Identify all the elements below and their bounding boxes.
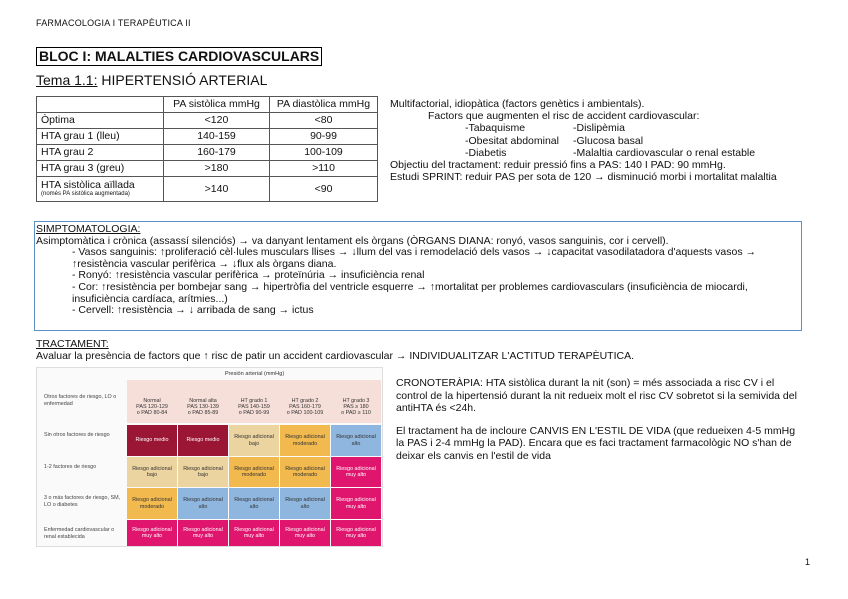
treatment-section	[36, 338, 816, 362]
bp-header-sys: PA sistòlica mmHg	[164, 97, 270, 113]
risk-row-label: Enfermedad cardiovascular o renal establecida	[44, 527, 115, 540]
risk-chart-header: Presión arterial (mmHg)	[224, 371, 285, 377]
page-number: 1	[805, 557, 811, 567]
table-row	[37, 129, 378, 145]
risk-row-label: 3 o más factores de riesgo, SM, LO o diabetes	[44, 495, 121, 508]
list-item: - Cervell: ↑resistència → ↓ arribada de sang → ictus	[72, 304, 314, 317]
tema-title	[36, 72, 267, 88]
risk-cell: Riesgo adicional alto	[178, 488, 228, 519]
risk-cell: Riesgo adicional alto	[229, 488, 279, 519]
bp-row-dia: 100-109	[270, 145, 378, 161]
bp-table-header	[37, 97, 378, 113]
bp-row-sys: 160-179	[164, 145, 270, 161]
bp-row-sys: >180	[164, 161, 270, 177]
risk-stratification-chart	[36, 367, 383, 547]
risk-cell: Riesgo adicional muy alto	[331, 488, 381, 519]
bp-row-note: (només PA sistòlica augmentada)	[41, 191, 130, 197]
bp-row-label: HTA grau 2	[37, 145, 164, 161]
table-row	[37, 145, 378, 161]
list-item: - Vasos sanguinis: ↑proliferació cèl·lules musculars llises → ↓llum del vas i remodelació dels vasos → ↓capacitat vasodilatadora d'aquests vasos →	[72, 246, 757, 259]
risk-cell: Riesgo adicional bajo	[229, 425, 279, 456]
treatment-text: Avaluar la presència de factors que ↑ risc de patir un accident cardiovascular → INDIVIDUALITZAR L'ACTITUD TERAPÈUTICA.	[36, 350, 635, 362]
risk-cell: Riesgo adicional muy alto	[127, 520, 177, 546]
risk-cell: Riesgo adicional moderado	[280, 457, 330, 487]
bp-table	[36, 96, 378, 202]
table-row	[37, 113, 378, 129]
bp-row-dia: <80	[270, 113, 378, 129]
list-item: insuficiència cardíaca, arítmies...)	[72, 292, 228, 305]
risk-row-label: Sin otros factores de riesgo	[44, 432, 110, 438]
risk-cell: Riesgo adicional moderado	[127, 488, 177, 519]
risk-column-header: Normal alta PAS 130-139 o PAD 85-89	[187, 398, 219, 417]
cronoterapia-p2: El tractament ha de incloure CANVIS EN L'ESTIL DE VIDA (que redueixen 4-5 mmHg la PAS i 2-4 mmHg la PAD). Encara que es faci tractament farmacològic NO s'han de deixar els canvis en l'estil de vida	[396, 424, 796, 462]
list-item: -Tabaquisme	[465, 122, 526, 135]
table-row	[37, 161, 378, 177]
list-item: - Cor: ↑resistència per bombejar sang → hipertròfia del ventricle esquerre → ↑mortalitat per problemes cardiovasculars (insuficiència de miocardi,	[72, 280, 748, 293]
list-item: -Obesitat abdominal	[465, 134, 559, 147]
bp-row-sys: >140	[164, 177, 270, 202]
bp-row-label-text: HTA sistòlica aïllada	[41, 179, 135, 191]
risk-column-header: HT grado 2 PAS 160-179 o PAD 100-109	[286, 398, 324, 417]
list-item: -Malaltia cardiovascular o renal estable	[573, 146, 756, 159]
risk-cell: Riesgo adicional moderado	[280, 425, 330, 456]
list-item: - Ronyó: ↑resistència vascular perifèrica → proteïnúria → insuficiència renal	[72, 269, 425, 282]
bp-row-label: HTA grau 3 (greu)	[37, 161, 164, 177]
risk-cell: Riesgo adicional muy alto	[178, 520, 228, 546]
bp-row-dia: 90-99	[270, 129, 378, 145]
list-item: -Glucosa basal	[573, 134, 644, 147]
risk-chart-corner: Otros factores de riesgo, LO o enfermedad	[44, 394, 117, 407]
risk-cell: Riesgo adicional muy alto	[331, 457, 381, 487]
table-row	[37, 177, 378, 202]
bp-table-wrap	[36, 96, 378, 202]
list-item: -Dislipèmia	[573, 122, 625, 135]
bp-row-dia: <90	[270, 177, 378, 202]
list-item: -Diabetis	[465, 146, 507, 159]
risk-column-header: Normal PAS 120-129 o PAD 80-84	[136, 398, 168, 417]
bp-header-dia: PA diastòlica mmHg	[270, 97, 378, 113]
bp-row-dia: >110	[270, 161, 378, 177]
risk-cell: Riesgo adicional muy alto	[331, 520, 381, 546]
risk-cell: Riesgo medio	[178, 425, 228, 456]
list-item: ↑resistència vascular perifèrica → ↓flux als òrgans diana.	[72, 257, 337, 270]
cronoterapia-p1: CRONOTERÀPIA: HTA sistòlica durant la nit (son) = més associada a risc CV i el control de la hipertensió durant la nit redueix molt el risc CV sobretot si la semivida del antiHTA és <24h.	[396, 377, 797, 415]
risk-cell: Riesgo adicional moderado	[229, 457, 279, 487]
risk-column-header: HT grado 1 PAS 140-159 o PAD 90-99	[238, 398, 270, 417]
bp-header-empty	[37, 97, 164, 113]
bp-row-label: HTA grau 1 (lleu)	[37, 129, 164, 145]
tema-number: Tema 1.1:	[36, 72, 98, 88]
factors-list	[390, 122, 810, 159]
risk-grid	[36, 367, 383, 547]
risk-cell: Riesgo adicional muy alto	[280, 520, 330, 546]
symptoms-title: SIMPTOMATOLOGIA:	[36, 223, 141, 235]
etiology-line: Multifactorial, idiopàtica (factors genètics i ambientals).	[390, 98, 645, 110]
risk-column-header: HT grado 3 PAS ≥ 180 o PAD ≥ 110	[341, 398, 371, 417]
cronoterapia-text	[396, 377, 806, 463]
risk-factors-text	[390, 98, 810, 183]
treatment-title: TRACTAMENT:	[36, 338, 109, 350]
risk-cell: Riesgo adicional bajo	[127, 457, 177, 487]
bloc-title: BLOC I: MALALTIES CARDIOVASCULARS	[36, 47, 322, 66]
symptoms-section	[36, 224, 806, 317]
tema-name: HIPERTENSIÓ ARTERIAL	[97, 72, 268, 88]
factors-intro: Factors que augmenten el risc de accident cardiovascular:	[428, 110, 700, 123]
risk-row-label: 1-2 factores de riesgo	[44, 464, 97, 470]
symptoms-intro: Asimptomàtica i crònica (assassí silenciós) → va danyant lentament els òrgans (ÒRGANS DIANA: ronyó, vasos sanguinis, cor i cervell).	[36, 234, 669, 247]
running-header: FARMACOLOGIA I TERAPÈUTICA II	[36, 18, 191, 28]
risk-cell: Riesgo adicional bajo	[178, 457, 228, 487]
risk-cell: Riesgo medio	[127, 425, 177, 456]
bp-row-sys: <120	[164, 113, 270, 129]
objective-line: Objectiu del tractament: reduir pressió fins a PAS: 140 I PAD: 90 mmHg.	[390, 159, 726, 171]
risk-cell: Riesgo adicional muy alto	[229, 520, 279, 546]
bp-row-label	[37, 177, 164, 202]
sprint-line: Estudi SPRINT: reduir PAS per sota de 120 → disminució morbi i mortalitat malaltia	[390, 171, 777, 184]
risk-cell: Riesgo adicional alto	[331, 425, 381, 456]
bp-row-sys: 140-159	[164, 129, 270, 145]
bp-row-label: Òptima	[37, 113, 164, 129]
risk-cell: Riesgo adicional alto	[280, 488, 330, 519]
